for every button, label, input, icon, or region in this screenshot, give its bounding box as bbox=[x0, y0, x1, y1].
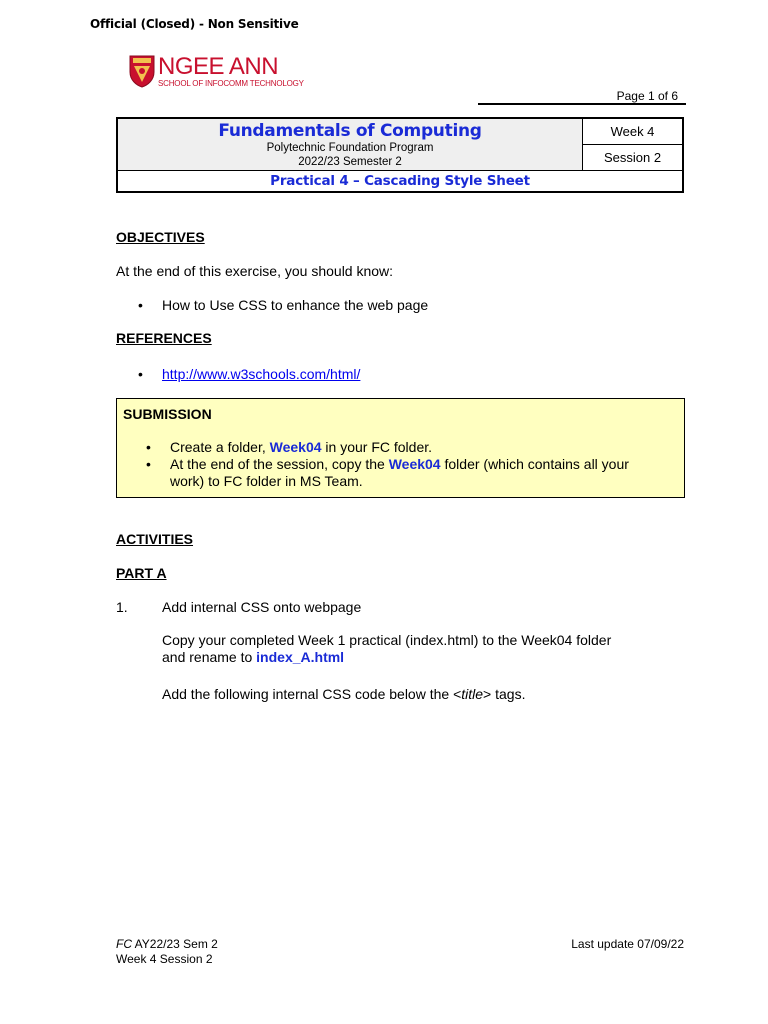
program-name: Polytechnic Foundation Program bbox=[266, 142, 434, 154]
submission-item bbox=[146, 456, 682, 490]
submission-box bbox=[116, 398, 685, 498]
reference-item bbox=[138, 366, 361, 382]
ngee-ann-crest-icon bbox=[128, 54, 156, 88]
submission-item2-line2: work) to FC folder in MS Team. bbox=[170, 473, 363, 489]
objectives-heading: OBJECTIVES bbox=[116, 229, 205, 245]
step-number: 1. bbox=[116, 599, 128, 615]
session-cell: Session 2 bbox=[583, 145, 682, 171]
logo-name: NGEE ANN bbox=[158, 53, 279, 80]
add-post: > tags. bbox=[483, 686, 526, 702]
add-css-instruction bbox=[162, 686, 525, 702]
page-rule bbox=[478, 103, 686, 105]
objective-item-text: How to Use CSS to enhance the web page bbox=[162, 297, 429, 313]
submission-item bbox=[146, 439, 433, 455]
activities-heading: ACTIVITIES bbox=[116, 531, 194, 547]
header-table bbox=[116, 117, 684, 193]
references-heading: REFERENCES bbox=[116, 330, 212, 346]
bullet-icon: • bbox=[146, 439, 151, 455]
submission-item1-folder: Week04 bbox=[269, 439, 322, 455]
classification-label: Official (Closed) - Non Sensitive bbox=[90, 17, 299, 31]
index-a-filename: index_A.html bbox=[256, 649, 345, 665]
course-info-cell bbox=[118, 119, 583, 171]
submission-item2-folder: Week04 bbox=[388, 456, 441, 472]
submission-item1-post: in your FC folder. bbox=[321, 439, 433, 455]
bullet-icon: • bbox=[146, 456, 151, 472]
footer-course: FC bbox=[116, 937, 132, 951]
footer-last-update: Last update 07/09/22 bbox=[571, 937, 684, 951]
copy-instruction bbox=[162, 632, 684, 666]
title-tag: title bbox=[461, 686, 484, 702]
add-pre: Add the following internal CSS code below the < bbox=[162, 686, 462, 702]
semester-label: 2022/23 Semester 2 bbox=[298, 156, 402, 168]
objective-item bbox=[138, 297, 429, 313]
copy-line2-pre: and rename to bbox=[162, 649, 257, 665]
bullet-icon: • bbox=[138, 297, 143, 313]
w3schools-link[interactable]: http://www.w3schools.com/html/ bbox=[162, 366, 361, 382]
submission-item1-pre: Create a folder, bbox=[170, 439, 270, 455]
course-title: Fundamentals of Computing bbox=[218, 121, 482, 141]
submission-item2-post: folder (which contains all your bbox=[440, 456, 629, 472]
objectives-intro: At the end of this exercise, you should know: bbox=[116, 263, 394, 279]
submission-item2-pre: At the end of the session, copy the bbox=[170, 456, 389, 472]
week-cell: Week 4 bbox=[583, 119, 682, 145]
bullet-icon: • bbox=[138, 366, 143, 382]
submission-heading: SUBMISSION bbox=[123, 406, 212, 422]
footer-left bbox=[116, 937, 218, 967]
part-a-heading: PART A bbox=[116, 565, 167, 581]
logo-school: SCHOOL OF INFOCOMM TECHNOLOGY bbox=[158, 79, 304, 88]
copy-line1: Copy your completed Week 1 practical (index.html) to the Week04 folder bbox=[162, 632, 612, 648]
page-number: Page 1 of 6 bbox=[616, 89, 678, 103]
footer-term: AY22/23 Sem 2 bbox=[132, 937, 218, 951]
step-title: Add internal CSS onto webpage bbox=[162, 599, 362, 615]
practical-title: Practical 4 – Cascading Style Sheet bbox=[270, 173, 530, 189]
logo bbox=[158, 55, 304, 89]
footer-week-session: Week 4 Session 2 bbox=[116, 952, 213, 966]
